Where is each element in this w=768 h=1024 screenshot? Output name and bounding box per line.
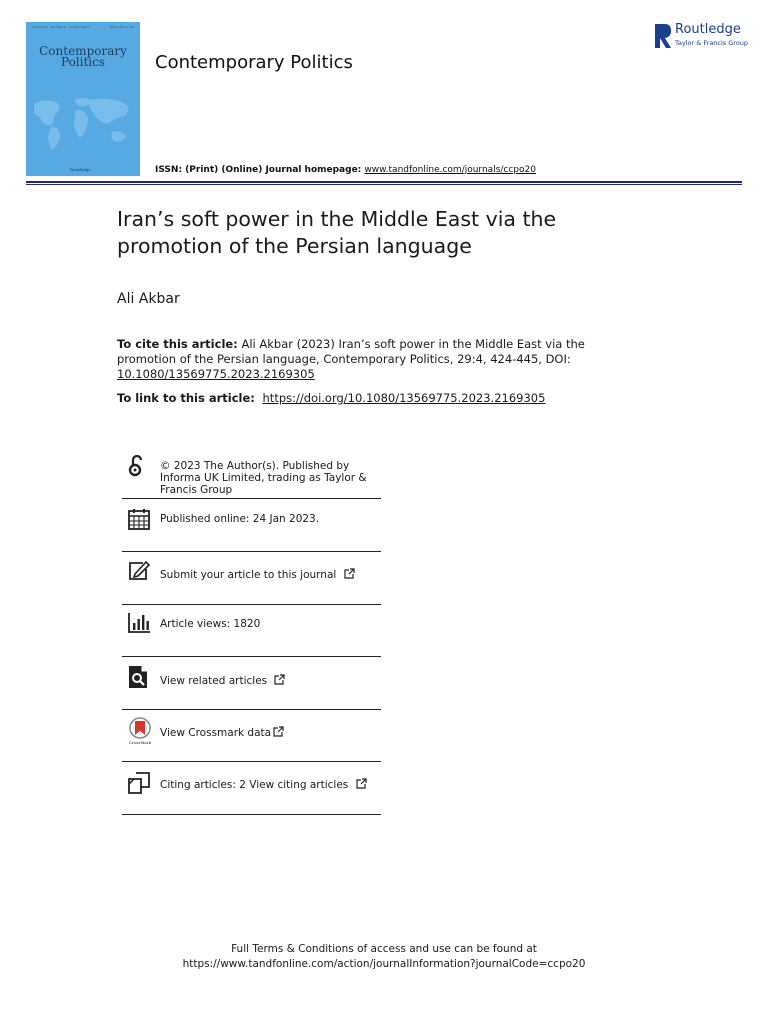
cover-title-line2: Politics — [60, 55, 106, 69]
title-line-1: Iran’s soft power in the Middle East via the — [117, 207, 557, 231]
routledge-name: Routledge — [675, 22, 741, 37]
external-link-icon — [356, 778, 367, 789]
journal-cover — [26, 22, 140, 176]
journal-name[interactable]: Contemporary Politics — [155, 52, 353, 73]
row-divider — [122, 814, 381, 815]
issn-prefix: ISSN: (Print) (Online) Journal homepage: — [155, 165, 365, 175]
footer-terms — [0, 942, 768, 972]
crossmark-link[interactable] — [160, 726, 385, 739]
external-link-icon — [273, 726, 284, 737]
footer-terms-link[interactable]: https://www.tandfonline.com/action/journalInformation?journalCode=ccpo20 — [182, 958, 586, 970]
cover-publisher: Routledge — [70, 167, 91, 172]
header-rule — [26, 181, 742, 183]
row-divider — [122, 761, 381, 762]
article-doi-link[interactable]: https://doi.org/10.1080/13569775.2023.2169305 — [262, 391, 546, 405]
external-link-icon — [344, 568, 355, 579]
edit-icon[interactable] — [127, 559, 151, 583]
cover-title-line1: Contemporary — [39, 44, 127, 58]
citing-articles-label: Citing articles: 2 View citing articles — [160, 779, 349, 791]
citation-label: To cite this article: — [117, 337, 238, 351]
cover-top-strip — [26, 22, 140, 32]
article-author: Ali Akbar — [117, 291, 180, 307]
header-rule-thin — [26, 184, 742, 185]
title-line-2: promotion of the Persian language — [117, 234, 472, 258]
submit-article-label: Submit your article to this journal — [160, 569, 337, 581]
related-articles-link[interactable] — [160, 674, 385, 687]
row-divider — [122, 604, 381, 605]
cover-issn-text: ISSN 1356-9775 — [109, 25, 134, 29]
published-date: Published online: 24 Jan 2023. — [160, 513, 320, 525]
crossmark-icon-label: CrossMark — [128, 740, 152, 745]
submit-article-link[interactable] — [160, 568, 385, 581]
article-views: Article views: 1820 — [160, 618, 261, 630]
citation-text: Ali Akbar (2023) Iran’s soft power in the Middle East via the promotion of the Persian language, Contemporary Politics, 29:4, 424-445, DOI: — [117, 337, 585, 366]
external-link-icon — [274, 674, 285, 685]
row-divider — [122, 551, 381, 552]
citation-block — [117, 337, 587, 382]
open-access-text: © 2023 The Author(s). Published by Informa UK Limited, trading as Taylor & Francis Group — [160, 460, 367, 496]
article-title — [117, 206, 637, 260]
cover-title — [26, 46, 140, 68]
link-label: To link to this article: — [117, 391, 259, 405]
cover-volume-text: Volume 29 · Number 4 · October 2023 — [32, 25, 90, 29]
bar-chart-icon — [127, 611, 151, 635]
routledge-r-icon — [654, 22, 672, 50]
open-access-icon — [125, 454, 149, 478]
link-block — [117, 391, 545, 405]
routledge-subtitle: Taylor & Francis Group — [675, 39, 749, 47]
footer-line-1: Full Terms & Conditions of access and use can be found at — [231, 943, 537, 955]
citation-doi-link[interactable]: 10.1080/13569775.2023.2169305 — [117, 367, 315, 381]
calendar-icon — [127, 507, 151, 531]
routledge-logo[interactable] — [654, 22, 749, 52]
issn-line — [155, 165, 536, 175]
related-articles-label: View related articles — [160, 675, 268, 687]
journal-homepage-link[interactable]: www.tandfonline.com/journals/ccpo20 — [364, 165, 536, 175]
row-divider — [122, 498, 381, 499]
crossmark-icon[interactable] — [127, 717, 153, 745]
world-map-image — [30, 92, 136, 152]
row-divider — [122, 656, 381, 657]
crossmark-label: View Crossmark data — [160, 727, 272, 739]
row-divider — [122, 709, 381, 710]
document-search-icon[interactable] — [127, 665, 151, 689]
citing-articles-link[interactable] — [160, 778, 385, 791]
citing-articles-icon[interactable] — [127, 771, 151, 795]
